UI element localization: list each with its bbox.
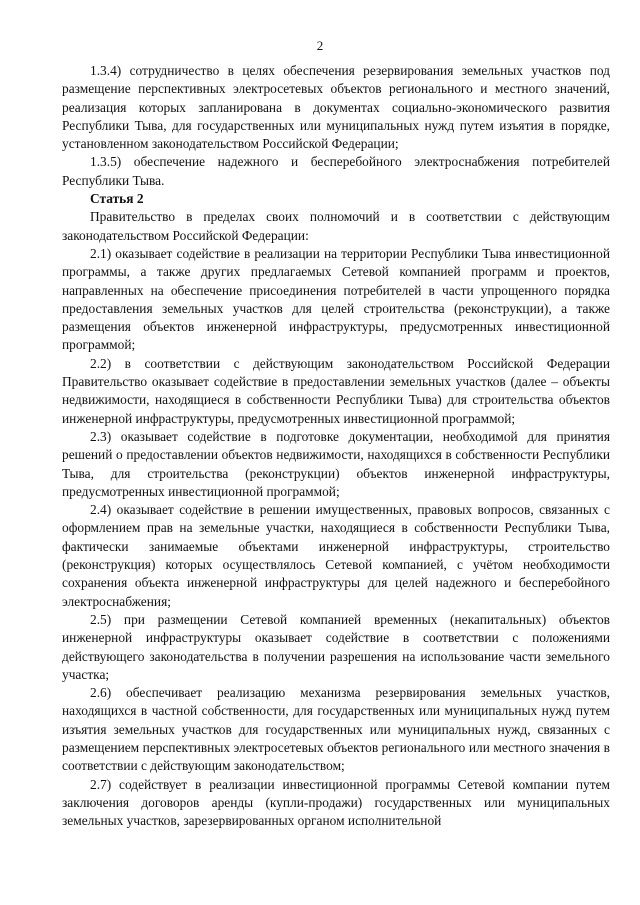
- article-heading: Статья 2: [90, 191, 144, 207]
- paragraph-2-7: 2.7) содействует в реализации инвестиционной программы Сетевой компании путем заключения договоров аренды (купли-продажи) государственных или муниципальных земельных участков, зарезервированных органом исполнительной: [62, 776, 610, 829]
- paragraph-2-4: 2.4) оказывает содействие в решении имущественных, правовых вопросов, связанных с оформлением прав на земельные участки, находящиеся в собственности Республики Тыва, фактически занимаемые объектами инженерной инфраструктуры, строительство (реконструкция) которых осуществлялось Сетевой компанией, с учётом необходимости сохранения объекта инженерной инфраструктуры для целей надежного и бесперебойного электроснабжения;: [62, 502, 610, 609]
- paragraph-1-3-4: 1.3.4) сотрудничество в целях обеспечения резервирования земельных участков под размещение перспективных электросетевых объектов регионального и местного значений, реализация которых запланирована в документах социально-экономического развития Республики Тыва, для государственных или муниципальных нужд путем изъятия в порядке, установленном законодательством Российской Федерации;: [62, 63, 610, 152]
- paragraph-2-2: 2.2) в соответствии с действующим законодательством Российской Федерации Правительство оказывает содействие в предоставлении земельных участков (далее – объекты недвижимости, находящиеся в собственности Республики Тыва) для строительства объектов инженерной инфраструктуры, предусмотренных инвестиционной программой;: [62, 355, 610, 426]
- document-body: [62, 62, 610, 830]
- paragraph-2-1: 2.1) оказывает содействие в реализации на территории Республики Тыва инвестиционной программы, а также других предлагаемых Сетевой компанией программ и проектов, направленных на обеспечение присоединения потребителей в части упрощенного порядка предоставления земельных участков для целей строительства (реконструкции), а также размещения объектов инженерной инфраструктуры, предусмотренных инвестиционной программой;: [62, 245, 610, 353]
- paragraph-2-5: 2.5) при размещении Сетевой компанией временных (некапитальных) объектов инженерной инфраструктуры оказывает содействие в соответствии с положениями действующего законодательства в получении разрешения на использование части земельного участка;: [62, 611, 610, 682]
- paragraph-2-6: 2.6) обеспечивает реализацию механизма резервирования земельных участков, находящихся в частной собственности, для государственных или муниципальных нужд путем изъятия земельных участков для государственных или муниципальных нужд, связанных с размещением перспективных электросетевых объектов регионального или местного значения в соответствии с действующим законодательством;: [62, 685, 610, 774]
- paragraph-1-3-5: 1.3.5) обеспечение надежного и бесперебойного электроснабжения потребителей Республики Тыва.: [62, 154, 610, 188]
- paragraph-intro: Правительство в пределах своих полномочий и в соответствии с действующим законодательством Российской Федерации:: [62, 209, 610, 243]
- page-number: 2: [316, 38, 324, 53]
- paragraph-2-3: 2.3) оказывает содействие в подготовке документации, необходимой для принятия решений о предоставлении объектов недвижимости, находящихся в собственности Республики Тыва, для строительства (реконструкции) объектов инженерной инфраструктуры, предусмотренных инвестиционной программой;: [62, 428, 610, 499]
